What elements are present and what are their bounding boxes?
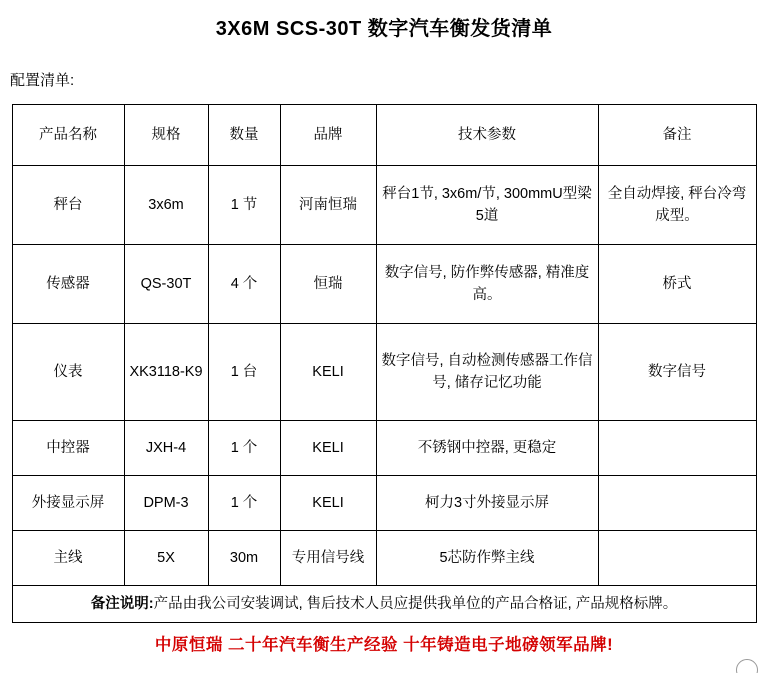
cell-spec: QS-30T	[124, 245, 208, 324]
table-header-row	[12, 105, 756, 166]
cell-param: 数字信号, 自动检测传感器工作信号, 储存记忆功能	[376, 324, 598, 421]
table-row	[12, 421, 756, 476]
table-row	[12, 531, 756, 586]
cell-brand: 河南恒瑞	[280, 166, 376, 245]
cell-brand: 恒瑞	[280, 245, 376, 324]
cell-product-name: 传感器	[12, 245, 124, 324]
table-row	[12, 166, 756, 245]
cell-param: 不锈钢中控器, 更稳定	[376, 421, 598, 476]
table-row	[12, 476, 756, 531]
table-header	[12, 105, 756, 166]
cell-remark: 全自动焊接, 秤台冷弯成型。	[598, 166, 756, 245]
cell-qty: 1 节	[208, 166, 280, 245]
cell-qty: 4 个	[208, 245, 280, 324]
header-cell-remark: 备注	[598, 105, 756, 166]
cell-remark: 数字信号	[598, 324, 756, 421]
document-page	[0, 12, 768, 673]
header-cell-spec: 规格	[124, 105, 208, 166]
arc-shape	[736, 659, 758, 673]
cell-brand: KELI	[280, 476, 376, 531]
table-row	[12, 245, 756, 324]
cell-param: 秤台1节, 3x6m/节, 300mmU型梁5道	[376, 166, 598, 245]
header-cell-qty: 数量	[208, 105, 280, 166]
cell-qty: 30m	[208, 531, 280, 586]
table-note-row	[12, 586, 756, 623]
cell-param: 数字信号, 防作弊传感器, 精准度高。	[376, 245, 598, 324]
header-cell-param: 技术参数	[376, 105, 598, 166]
subtitle-label: 配置清单:	[10, 72, 75, 89]
note-text: 产品由我公司安装调试, 售后技术人员应提供我单位的产品合格证, 产品规格标牌。	[153, 596, 678, 612]
table-row	[12, 324, 756, 421]
cell-spec: 3x6m	[124, 166, 208, 245]
cell-brand: KELI	[280, 421, 376, 476]
page-title: 3X6M SCS-30T 数字汽车衡发货清单	[215, 18, 553, 40]
cell-qty: 1 个	[208, 476, 280, 531]
header-cell-brand: 品牌	[280, 105, 376, 166]
cell-product-name: 外接显示屏	[12, 476, 124, 531]
cell-product-name: 仪表	[12, 324, 124, 421]
cell-product-name: 主线	[12, 531, 124, 586]
cell-remark	[598, 531, 756, 586]
cell-brand: 专用信号线	[280, 531, 376, 586]
cell-brand: KELI	[280, 324, 376, 421]
table-body	[12, 166, 756, 623]
corner-arc-decoration	[736, 659, 758, 673]
header-cell-name: 产品名称	[12, 105, 124, 166]
note-label: 备注说明:	[90, 596, 154, 612]
cell-remark	[598, 421, 756, 476]
cell-spec: DPM-3	[124, 476, 208, 531]
cell-qty: 1 台	[208, 324, 280, 421]
cell-param: 5芯防作弊主线	[376, 531, 598, 586]
note-cell	[12, 586, 756, 623]
cell-product-name: 秤台	[12, 166, 124, 245]
cell-qty: 1 个	[208, 421, 280, 476]
footer-slogan: 中原恒瑞 二十年汽车衡生产经验 十年铸造电子地磅领军品牌!	[154, 636, 614, 654]
cell-remark: 桥式	[598, 245, 756, 324]
cell-param: 柯力3寸外接显示屏	[376, 476, 598, 531]
cell-spec: XK3118-K9	[124, 324, 208, 421]
cell-product-name: 中控器	[12, 421, 124, 476]
spec-table	[12, 104, 757, 623]
cell-spec: JXH-4	[124, 421, 208, 476]
cell-spec: 5X	[124, 531, 208, 586]
cell-remark	[598, 476, 756, 531]
